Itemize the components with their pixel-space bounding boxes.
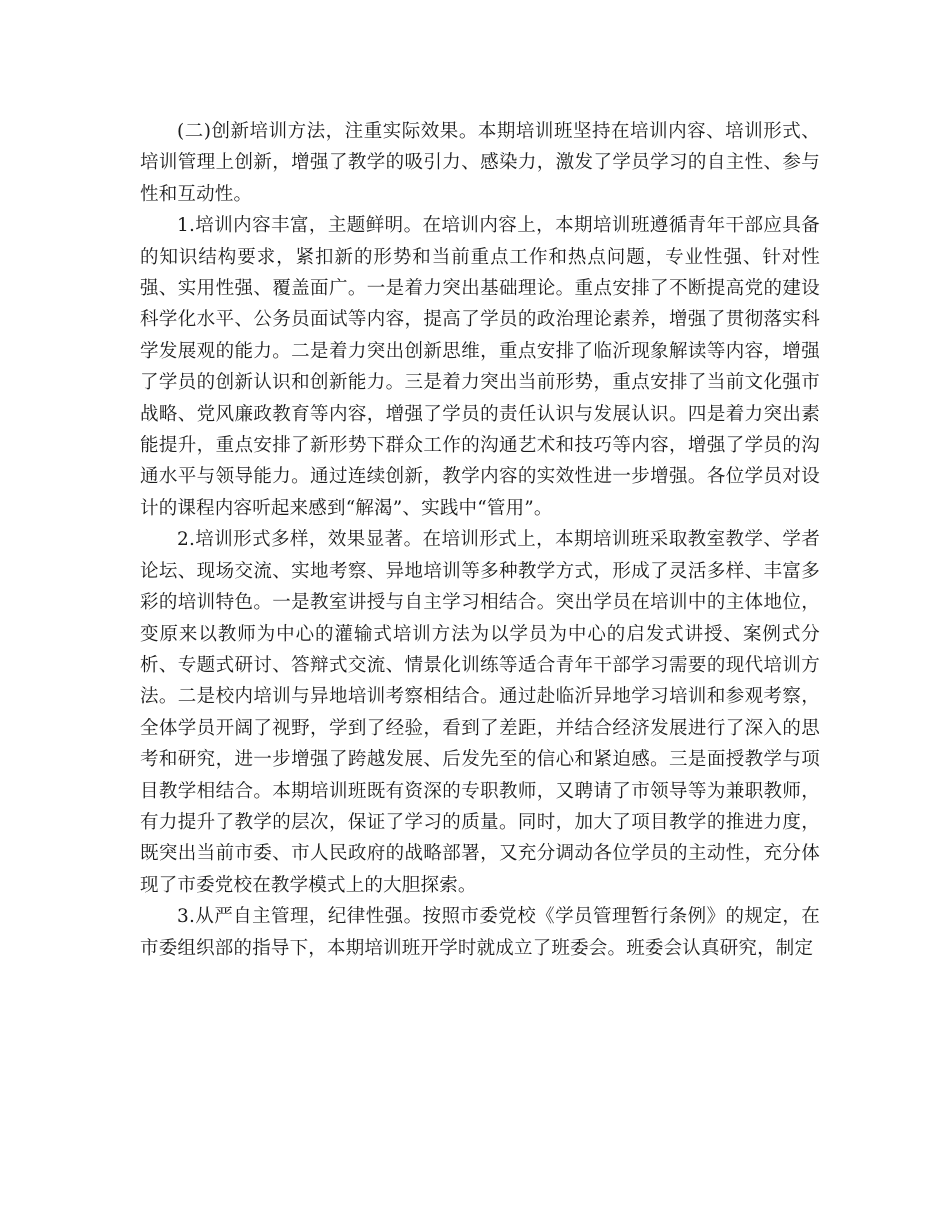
- paragraph-item-2-form: 2.培训形式多样，效果显著。在培训形式上，本期培训班采取教室教学、学者论坛、现场交流、实地考察、异地培训等多种教学方式，形成了灵活多样、丰富多彩的培训特色。一是教室讲授与自主学习相结合。突出学员在培训中的主体地位，变原来以教师为中心的灌输式培训方法为以学员为中心的启发式讲授、案例式分析、专题式研讨、答辩式交流、情景化训练等适合青年干部学习需要的现代培训方法。二是校内培训与异地培训考察相结合。通过赴临沂异地学习培训和参观考察，全体学员开阔了视野，学到了经验，看到了差距，并结合经济发展进行了深入的思考和研究，进一步增强了跨越发展、后发先至的信心和紧迫感。三是面授教学与项目教学相结合。本期培训班既有资深的专职教师，又聘请了市领导等为兼职教师，有力提升了教学的层次，保证了学习的质量。同时，加大了项目教学的推进力度，既突出当前市委、市人民政府的战略部署，又充分调动各位学员的主动性，充分体现了市委党校在教学模式上的大胆探索。: [140, 529, 820, 896]
- paragraph-section-two-intro: (二)创新培训方法，注重实际效果。本期培训班坚持在培训内容、培训形式、培训管理上创新，增强了教学的吸引力、感染力，激发了学员学习的自主性、参与性和互动性。: [140, 121, 820, 205]
- document-body: [140, 116, 820, 964]
- paragraph-item-1-content: 1.培训内容丰富，主题鲜明。在培训内容上，本期培训班遵循青年干部应具备的知识结构要求，紧扣新的形势和当前重点工作和热点问题，专业性强、针对性强、实用性强、覆盖面广。一是着力突出基础理论。重点安排了不断提高党的建设科学化水平、公务员面试等内容，提高了学员的政治理论素养，增强了贯彻落实科学发展观的能力。二是着力突出创新思维，重点安排了临沂现象解读等内容，增强了学员的创新认识和创新能力。三是着力突出当前形势，重点安排了当前文化强市战略、党风廉政教育等内容，增强了学员的责任认识与发展认识。四是着力突出素能提升，重点安排了新形势下群众工作的沟通艺术和技巧等内容，增强了学员的沟通水平与领导能力。通过连续创新，教学内容的实效性进一步增强。各位学员对设计的课程内容听起来感到“解渴”、实践中“管用”。: [140, 215, 820, 519]
- paragraph-item-3-management: 3.从严自主管理，纪律性强。按照市委党校《学员管理暂行条例》的规定，在市委组织部的指导下，本期培训班开学时就成立了班委会。班委会认真研究，制定: [140, 906, 820, 959]
